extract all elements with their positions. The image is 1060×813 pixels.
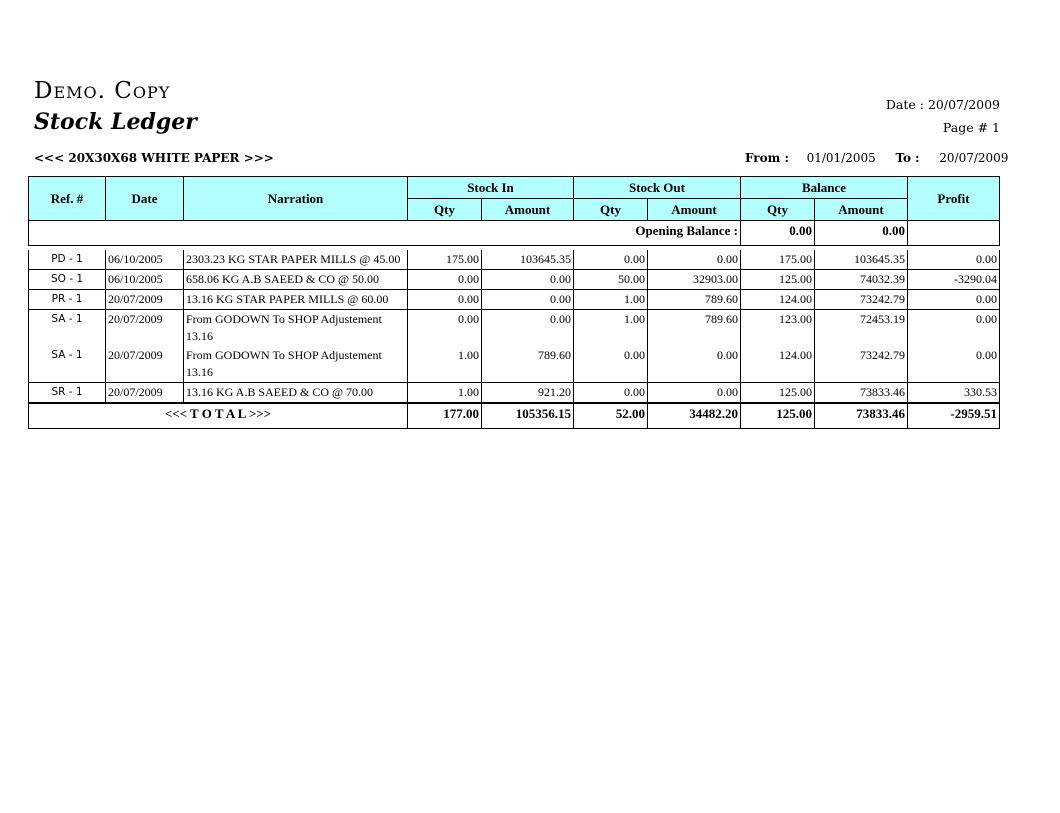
to-value: 20/07/2009 <box>939 151 1009 165</box>
cell-in-amount: 921.20 <box>482 383 574 404</box>
cell-bal-qty: 123.00 <box>741 310 815 347</box>
date-value: 20/07/2009 <box>927 97 1000 112</box>
col-date-header: Date <box>106 177 184 221</box>
table-row <box>29 250 1000 270</box>
total-bal-amount: 73833.46 <box>815 403 908 429</box>
cell-date: 20/07/2009 <box>106 383 184 404</box>
cell-profit: 0.00 <box>908 250 1000 270</box>
cell-in-qty: 1.00 <box>408 346 482 383</box>
col-narration-header: Narration <box>184 177 408 221</box>
cell-date: 20/07/2009 <box>106 310 184 347</box>
cell-narration: 13.16 KG STAR PAPER MILLS @ 60.00 <box>184 290 408 310</box>
cell-in-qty: 175.00 <box>408 250 482 270</box>
col-stock-out-header: Stock Out <box>574 177 741 199</box>
cell-date: 20/07/2009 <box>106 346 184 383</box>
cell-in-qty: 0.00 <box>408 310 482 347</box>
date-label: Date : <box>885 97 924 112</box>
cell-out-amount: 789.60 <box>648 290 741 310</box>
cell-in-qty: 1.00 <box>408 383 482 404</box>
item-name: <<< 20X30X68 WHITE PAPER >>> <box>34 151 274 165</box>
from-label: From : <box>745 151 789 165</box>
cell-bal-amount: 74032.39 <box>815 270 908 290</box>
cell-in-amount: 0.00 <box>482 290 574 310</box>
report-title: Stock Ledger <box>34 109 197 135</box>
cell-narration: From GODOWN To SHOP Adjustement 13.16 <box>184 310 408 347</box>
cell-in-qty: 0.00 <box>408 290 482 310</box>
cell-out-amount: 789.60 <box>648 310 741 347</box>
cell-out-qty: 0.00 <box>574 383 648 404</box>
total-in-qty: 177.00 <box>408 403 482 429</box>
cell-ref: PR - 1 <box>29 290 106 310</box>
cell-bal-qty: 124.00 <box>741 290 815 310</box>
to-label: To : <box>895 151 920 165</box>
date-range <box>745 151 1008 165</box>
cell-out-amount: 32903.00 <box>648 270 741 290</box>
cell-narration: 2303.23 KG STAR PAPER MILLS @ 45.00 <box>184 250 408 270</box>
cell-bal-amount: 73242.79 <box>815 290 908 310</box>
cell-date: 06/10/2005 <box>106 270 184 290</box>
table-row <box>29 383 1000 404</box>
cell-bal-amount: 73833.46 <box>815 383 908 404</box>
col-in-amount-header: Amount <box>482 199 574 221</box>
cell-ref: SA - 1 <box>29 346 106 383</box>
cell-bal-qty: 125.00 <box>741 270 815 290</box>
cell-out-amount: 0.00 <box>648 346 741 383</box>
cell-in-amount: 0.00 <box>482 270 574 290</box>
col-bal-amount-header: Amount <box>815 199 908 221</box>
col-balance-header: Balance <box>741 177 908 199</box>
from-value: 01/01/2005 <box>806 151 876 165</box>
cell-out-amount: 0.00 <box>648 250 741 270</box>
opening-balance-label: Opening Balance : <box>29 221 741 246</box>
total-row <box>29 403 1000 429</box>
cell-out-qty: 1.00 <box>574 310 648 347</box>
col-profit-header: Profit <box>908 177 1000 221</box>
opening-balance-amount: 0.00 <box>815 221 908 246</box>
cell-profit: 330.53 <box>908 383 1000 404</box>
opening-balance-row <box>29 221 1000 246</box>
cell-profit: 0.00 <box>908 310 1000 347</box>
opening-balance-qty: 0.00 <box>741 221 815 246</box>
cell-bal-amount: 72453.19 <box>815 310 908 347</box>
company-name: Demo. Copy <box>34 78 171 104</box>
opening-balance-profit <box>908 221 1000 246</box>
cell-out-qty: 50.00 <box>574 270 648 290</box>
total-out-amount: 34482.20 <box>648 403 741 429</box>
cell-ref: PD - 1 <box>29 250 106 270</box>
col-ref-header: Ref. # <box>29 177 106 221</box>
cell-narration: 658.06 KG A.B SAEED & CO @ 50.00 <box>184 270 408 290</box>
cell-profit: -3290.04 <box>908 270 1000 290</box>
cell-in-amount: 103645.35 <box>482 250 574 270</box>
cell-date: 20/07/2009 <box>106 290 184 310</box>
table-row <box>29 346 1000 383</box>
cell-bal-qty: 124.00 <box>741 346 815 383</box>
table-row <box>29 310 1000 347</box>
ledger-table <box>28 176 1000 429</box>
cell-bal-amount: 73242.79 <box>815 346 908 383</box>
cell-ref: SO - 1 <box>29 270 106 290</box>
page-label: Page # <box>942 120 989 135</box>
col-in-qty-header: Qty <box>408 199 482 221</box>
page-number <box>943 120 1000 135</box>
header-row-top <box>29 177 1000 199</box>
cell-profit: 0.00 <box>908 290 1000 310</box>
table-row <box>29 290 1000 310</box>
col-out-amount-header: Amount <box>648 199 741 221</box>
col-stock-in-header: Stock In <box>408 177 574 199</box>
cell-ref: SA - 1 <box>29 310 106 347</box>
total-out-qty: 52.00 <box>574 403 648 429</box>
cell-ref: SR - 1 <box>29 383 106 404</box>
col-bal-qty-header: Qty <box>741 199 815 221</box>
total-bal-qty: 125.00 <box>741 403 815 429</box>
page-value: 1 <box>992 120 1000 135</box>
cell-out-qty: 0.00 <box>574 250 648 270</box>
total-label: <<< T O T A L >>> <box>29 403 408 429</box>
table-row <box>29 270 1000 290</box>
cell-out-amount: 0.00 <box>648 383 741 404</box>
cell-bal-qty: 125.00 <box>741 383 815 404</box>
cell-narration: From GODOWN To SHOP Adjustement 13.16 <box>184 346 408 383</box>
cell-date: 06/10/2005 <box>106 250 184 270</box>
cell-bal-amount: 103645.35 <box>815 250 908 270</box>
cell-bal-qty: 175.00 <box>741 250 815 270</box>
cell-out-qty: 0.00 <box>574 346 648 383</box>
total-profit: -2959.51 <box>908 403 1000 429</box>
cell-profit: 0.00 <box>908 346 1000 383</box>
report-date <box>886 97 1000 112</box>
cell-in-amount: 789.60 <box>482 346 574 383</box>
cell-in-amount: 0.00 <box>482 310 574 347</box>
total-in-amount: 105356.15 <box>482 403 574 429</box>
cell-out-qty: 1.00 <box>574 290 648 310</box>
cell-narration: 13.16 KG A.B SAEED & CO @ 70.00 <box>184 383 408 404</box>
col-out-qty-header: Qty <box>574 199 648 221</box>
cell-in-qty: 0.00 <box>408 270 482 290</box>
